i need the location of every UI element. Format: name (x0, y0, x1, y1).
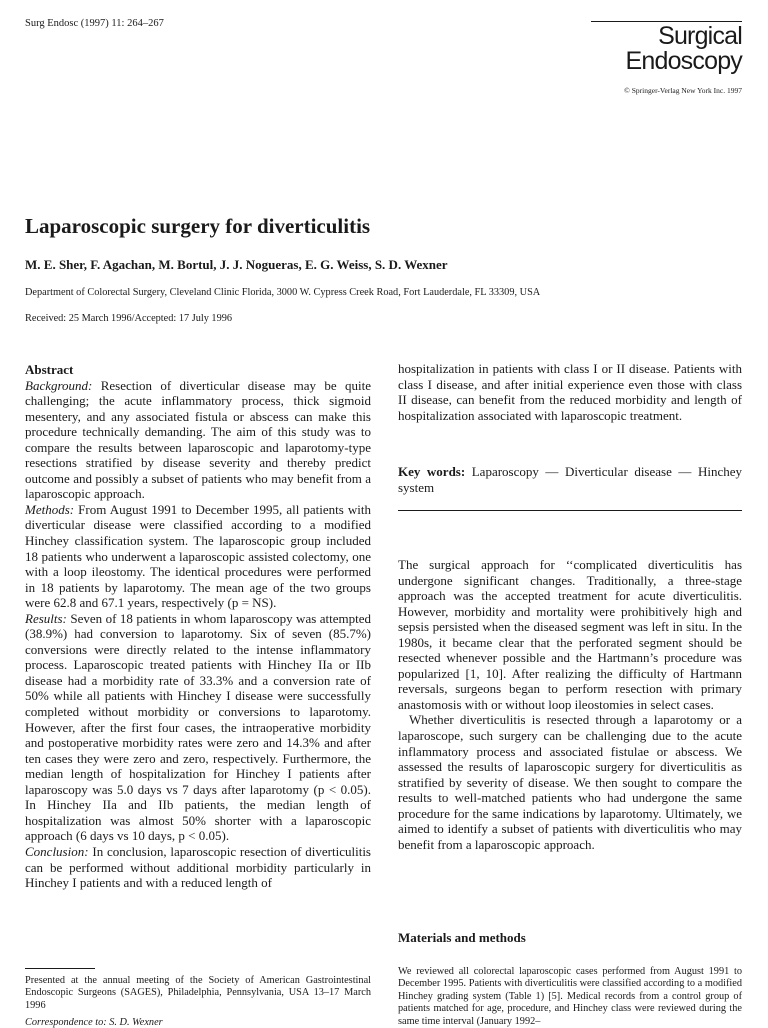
conclusion-text: In conclusion, laparoscopic resection of diverticulitis can be performed without additional morbidity particularly in Hinchey I patients and with a reduced length of (25, 843, 371, 891)
abstract-background (25, 378, 371, 502)
abstract-heading: Abstract (25, 362, 74, 377)
introduction (398, 557, 742, 852)
intro-p1-text-b: . After realizing the difficulty of Hartmann reversals, surgeons began to perform resection with primary anastomosis with or without loop ileostomies in select cases. (398, 665, 742, 712)
journal-logo-line1: Surgical (658, 22, 742, 50)
background-label: Background: (25, 377, 93, 393)
abstract-column (25, 362, 371, 891)
intro-p1-text-a: The surgical approach for ‘‘complicated diverticulitis has undergone significant changes. Traditionally, a three-stage approach was the accepted treatment for acute diverticulitis. However, morbidity and mortality were prohibitively high and sepsis persisted when the diseased segment was left in situ. In the 1980s, it became clear that the perforated segment should be resected whenever possible and the Hartmann’s procedure was popularized (398, 557, 742, 681)
results-text: Seven of 18 patients in whom laparoscopy was attempted (38.9%) had conversion to laparotomy. Six of seven (85.7%) conversions were directly related to the intense inflammatory process. Laparoscopic treated patients with Hinchey IIa or IIb disease had a morbidity rate of 33.3% and a conversion rate of 50% while all patients with Hinchey I disease were successfully completed without morbidity or conversions to laparotomy. However, after the first four cases, the intraoperative morbidity and postoperative morbidity rates were zero and 14.3% and after ten cases they were zero and zero, respectively. Furthermore, the median length of hospitalization for Hinchey I patients after laparoscopy was 5.0 days vs 7 days after laparotomy (p < 0.05). In Hinchey IIa and IIb patients, the median length of hospitalization was almost 50% shorter with a laparoscopic approach (6 days vs 10 days, p < 0.05). (25, 610, 371, 844)
received-dates: Received: 25 March 1996/Accepted: 17 July 1996 (25, 313, 233, 324)
keywords (398, 464, 742, 495)
journal-logo-line2: Endoscopy (625, 47, 742, 75)
intro-paragraph-1 (398, 557, 742, 712)
footnote-presented: Presented at the annual meeting of the Society of American Gastrointestinal Endoscopic Surgeons (SAGES), Philadelphia, Pennsylvania, USA 13–17 March 1996 (25, 975, 371, 1011)
keywords-rule (398, 510, 742, 511)
methods-heading: Materials and methods (398, 930, 526, 945)
footnote-rule (25, 968, 95, 969)
journal-citation: Surg Endosc (1997) 11: 264–267 (25, 18, 164, 29)
methods-body: We reviewed all colorectal laparoscopic cases performed from August 1991 to December 1995. Patients with diverticulitis were classified according to a modified Hinchey grading system (Table 1) [5]. Medical records from a control group of patients matched for age, procedure, and Hinchey class were reviewed during the same time interval (January 1992– (398, 966, 742, 1027)
methods-text: From August 1991 to December 1995, all patients with diverticular disease were classified according to a modified Hinchey classification system. The laparoscopic group included 18 patients who underwent a laparoscopic assisted colectomy, one with a loop ileostomy. The identical procedures were performed in 18 patients by laparotomy. The mean age of the two groups were 62.8 and 67.1 years, respectively (p = NS). (25, 501, 371, 611)
conclusion-label: Conclusion: (25, 843, 89, 859)
article-title: Laparoscopic surgery for diverticulitis (25, 214, 371, 238)
footnote-correspondence: Correspondence to: S. D. Wexner (25, 1017, 163, 1028)
abstract-methods (25, 502, 371, 611)
affiliation: Department of Colorectal Surgery, Cleveland Clinic Florida, 3000 W. Cypress Creek Road, Fort Lauderdale, FL 33309, USA (25, 287, 541, 298)
methods-label: Methods: (25, 501, 75, 517)
journal-logo (591, 24, 742, 74)
author-list: M. E. Sher, F. Agachan, M. Bortul, J. J. Nogueras, E. G. Weiss, S. D. Wexner (25, 257, 448, 272)
keywords-text: Laparoscopy — Diverticular disease — Hinchey system (398, 464, 742, 495)
results-label: Results: (25, 610, 67, 626)
copyright-notice: © Springer-Verlag New York Inc. 1997 (624, 86, 742, 95)
intro-paragraph-2: Whether diverticulitis is resected through a laparotomy or a laparoscope, such surgery can be challenging due to the acute inflammatory process and associated fistulae or abscess. We assessed the results of laparoscopic surgery for diverticulitis as stratified by severity of disease. We then sought to compare the results to well-matched patients who had undergone the same procedure for the same indications by laparotomy. Ultimately, we aimed to identify a subset of patients with diverticulitis who may benefit from a laparoscopic approach. (398, 712, 742, 852)
abstract-conclusion (25, 844, 371, 891)
background-text: Resection of diverticular disease may be quite challenging; the acute inflammatory process, thick sigmoid mesentery, and any associated fistula or abscess can make this procedure technically demanding. The aim of this study was to compare the results between laparoscopic and laparotomy-type resections stratified by disease severity and thereby predict outcome and possibly a subset of patients who may benefit from a laparoscopic approach. (25, 377, 371, 502)
abstract-results (25, 611, 371, 844)
reference-link[interactable]: [1, 10] (465, 665, 504, 681)
keywords-label: Key words: (398, 464, 466, 479)
abstract-continued: hospitalization in patients with class I or II disease. Patients with class I disease, and after initial experience even those with class II disease, can benefit from the reduced morbidity and length of hospitalization associated with laparoscopic treatment. (398, 361, 742, 423)
